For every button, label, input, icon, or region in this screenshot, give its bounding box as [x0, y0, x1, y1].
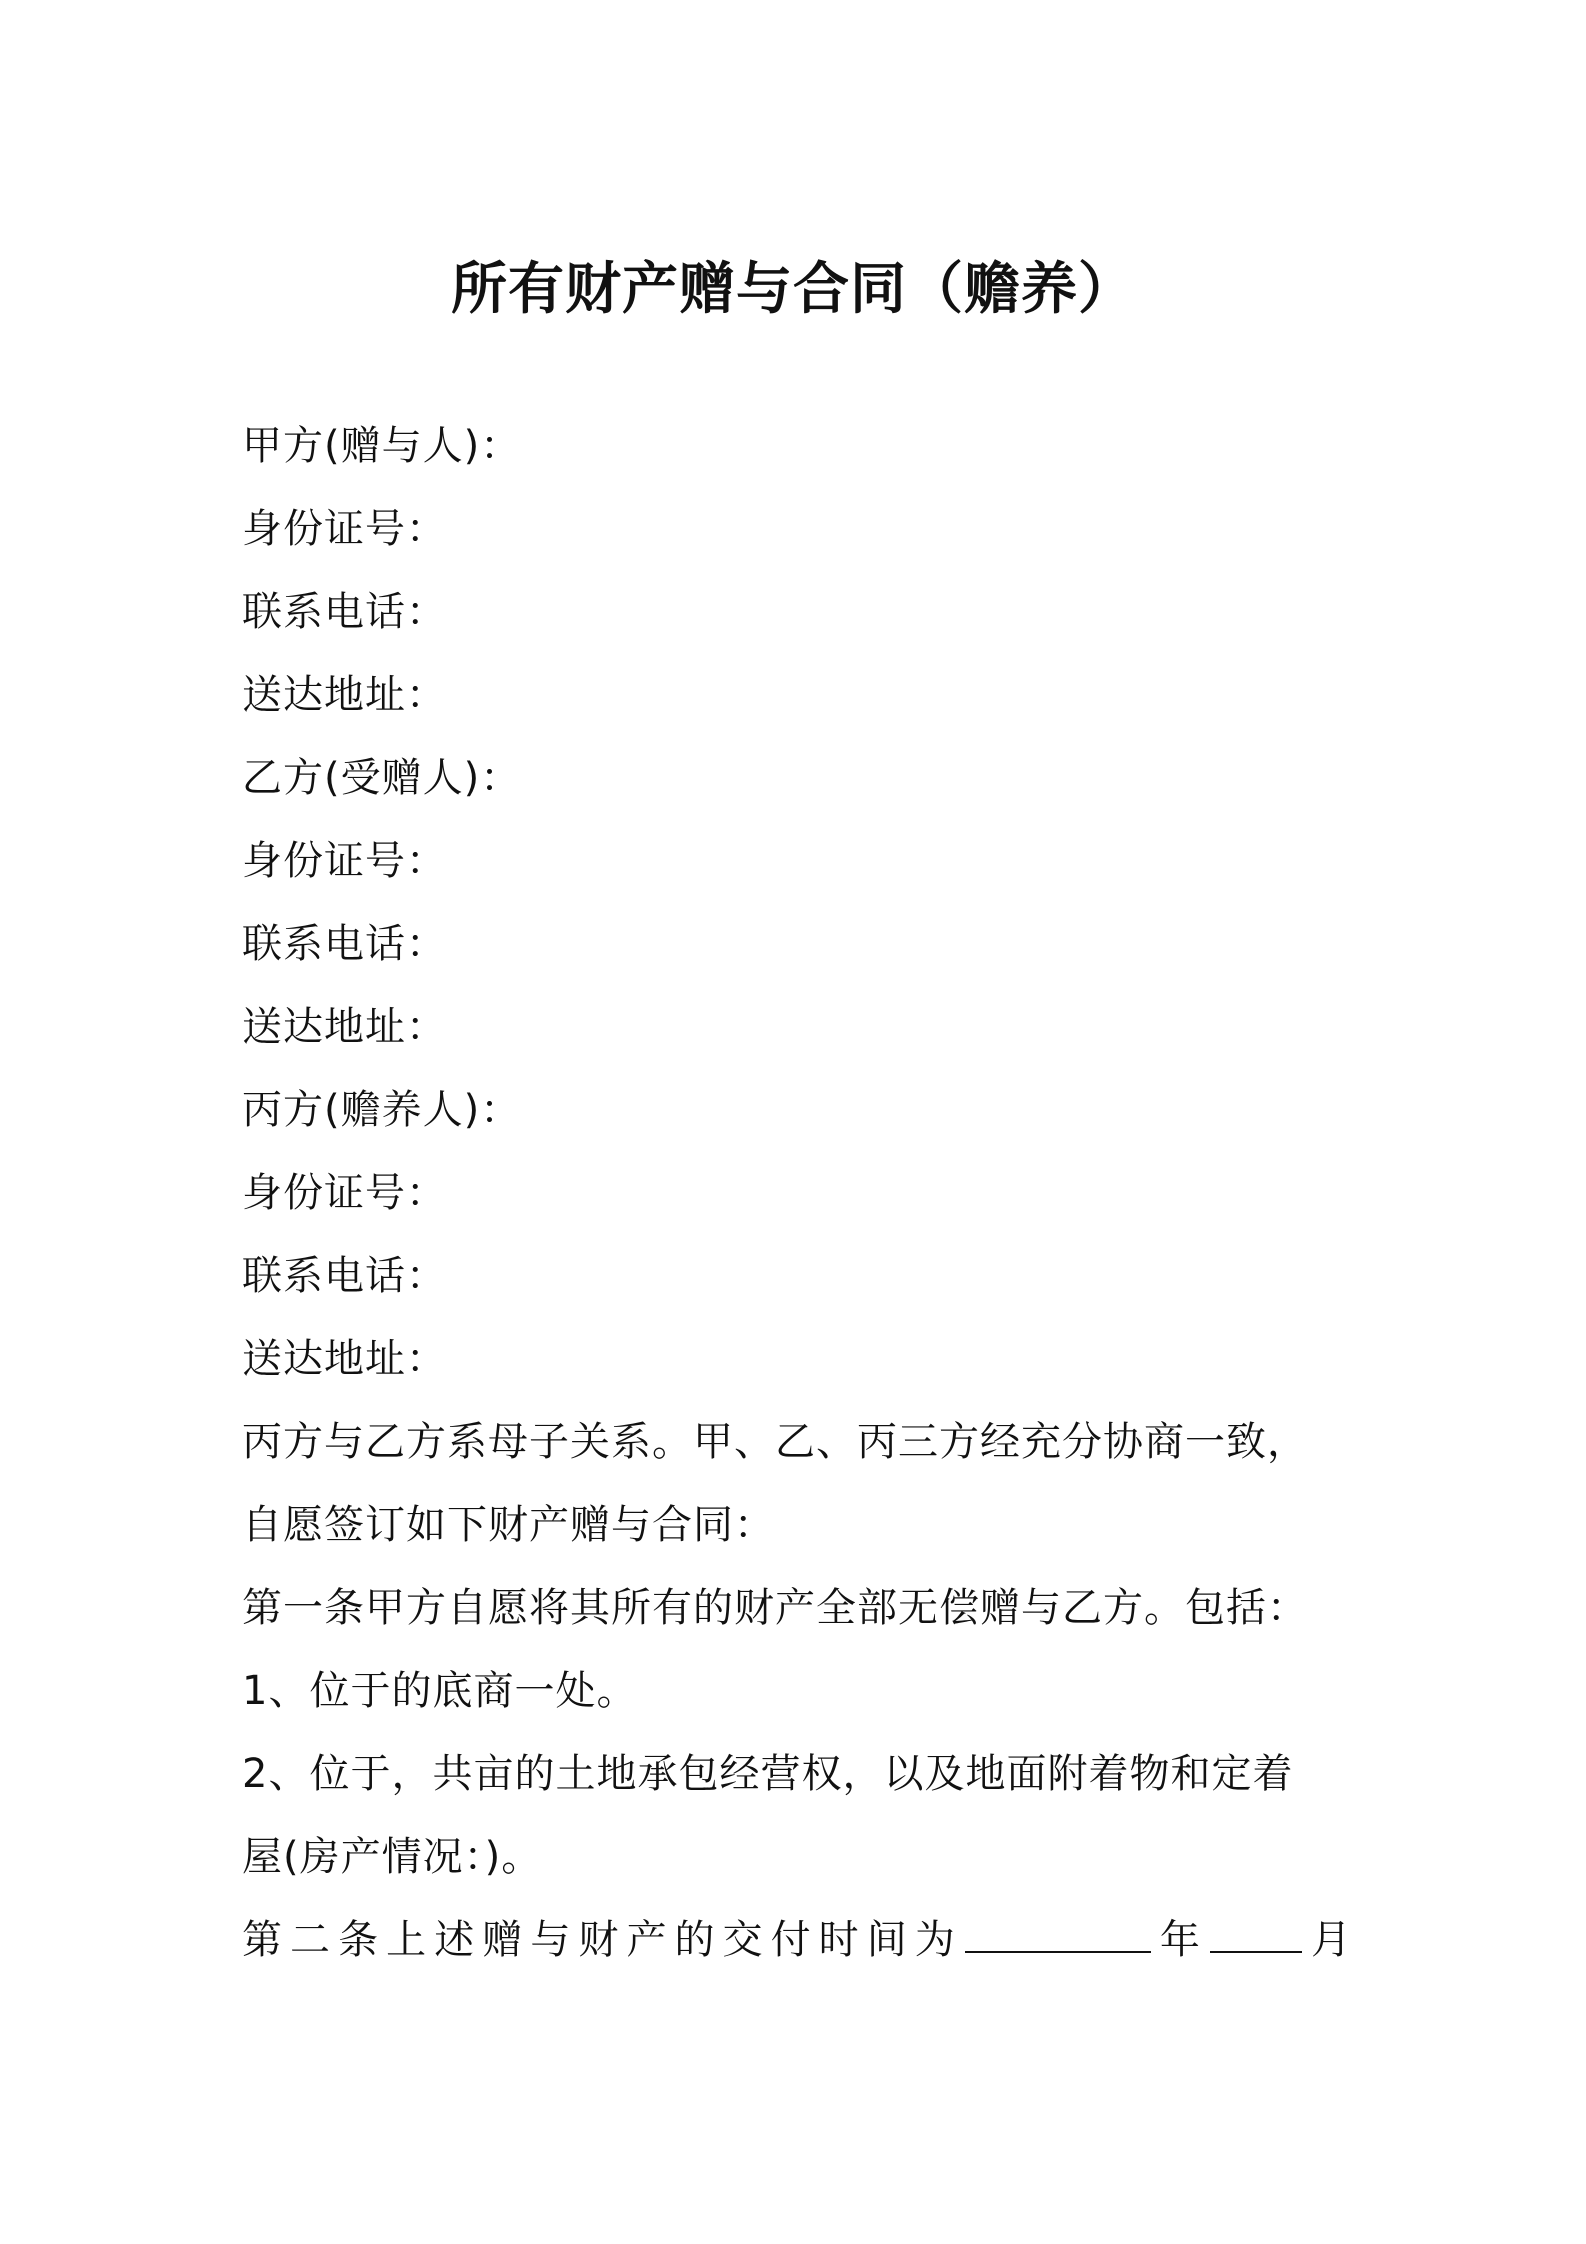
article-one-item-2-line-1: 2、位于，共亩的土地承包经营权，以及地面附着物和定着 — [242, 1751, 1294, 1797]
document-body — [242, 405, 1352, 1982]
article-two-line — [242, 1899, 1352, 1982]
party-b-label: 乙方(受赠人)： — [242, 755, 522, 801]
party-b-phone-label: 联系电话： — [242, 921, 447, 967]
party-a-label: 甲方(赠与人)： — [242, 423, 522, 469]
party-c-id-label: 身份证号： — [242, 1170, 447, 1216]
year-blank — [965, 1943, 1151, 1953]
party-a-phone-label: 联系电话： — [242, 589, 447, 635]
year-label: 年 — [1152, 1917, 1208, 1963]
article-one-item-2-line-2: 屋(房产情况：)。 — [242, 1834, 543, 1880]
party-a-address-label: 送达地址： — [242, 672, 447, 718]
party-c-phone-label: 联系电话： — [242, 1253, 447, 1299]
party-b-id-label: 身份证号： — [242, 838, 447, 884]
party-b-address-label: 送达地址： — [242, 1004, 447, 1050]
party-c-address-label: 送达地址： — [242, 1336, 447, 1382]
month-blank — [1210, 1943, 1302, 1953]
party-a-id-label: 身份证号： — [242, 506, 447, 552]
article-one-item-1: 1、位于的底商一处。 — [242, 1668, 638, 1714]
relationship-paragraph-line-1: 丙方与乙方系母子关系。甲、乙、丙三方经充分协商一致， — [242, 1419, 1308, 1465]
party-c-label: 丙方(赡养人)： — [242, 1087, 522, 1133]
document-title: 所有财产赠与合同（赡养） — [451, 257, 1135, 322]
article-one-heading: 第一条甲方自愿将其所有的财产全部无偿赠与乙方。包括： — [242, 1585, 1308, 1631]
relationship-paragraph-line-2: 自愿签订如下财产赠与合同： — [242, 1502, 775, 1548]
month-label: 月 — [1303, 1917, 1353, 1963]
article-two-text: 第二条上述赠与财产的交付时间为 — [242, 1917, 963, 1963]
